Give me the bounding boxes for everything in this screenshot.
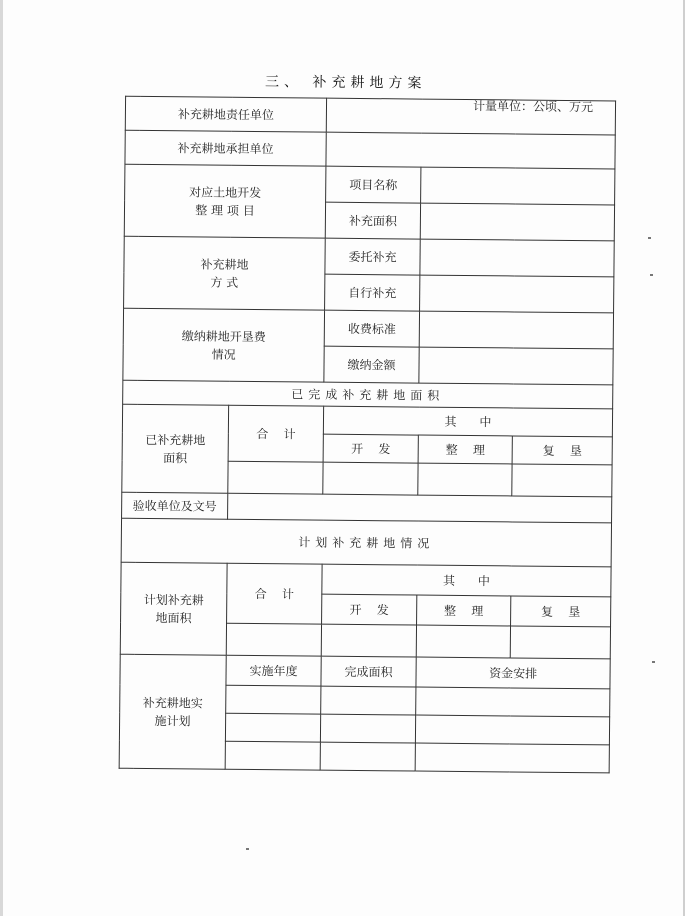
label-self: 自行补充 xyxy=(325,274,420,311)
label-project-name: 项目名称 xyxy=(326,166,421,203)
label-impl-plan xyxy=(119,654,226,769)
value-completed-reclaim[interactable] xyxy=(512,464,612,497)
label-planned-reclaim-text: 复 垦 xyxy=(541,604,581,619)
label-planned-among xyxy=(322,564,611,597)
planned-heading: 计划补充耕地情况 xyxy=(121,518,611,567)
label-completed-develop-text: 开 发 xyxy=(351,441,391,456)
label-fee-standard: 收费标准 xyxy=(324,310,419,347)
value-supplement-area[interactable] xyxy=(420,203,614,241)
label-completed-total-text: 合 计 xyxy=(256,426,296,441)
value-impl-year-3[interactable] xyxy=(225,741,320,770)
label-done-area: 完成面积 xyxy=(321,656,416,687)
label-method-text: 补充耕地方 式 xyxy=(200,256,249,290)
value-funds-2[interactable] xyxy=(415,715,609,745)
value-done-area-2[interactable] xyxy=(320,714,415,743)
value-funds-1[interactable] xyxy=(416,687,610,717)
label-fee-status xyxy=(123,308,325,382)
label-impl-year: 实施年度 xyxy=(226,655,321,686)
label-completed-among xyxy=(323,406,612,437)
value-done-area-1[interactable] xyxy=(321,686,416,715)
value-responsible-unit[interactable] xyxy=(326,98,615,135)
value-entrusted[interactable] xyxy=(420,239,614,277)
label-planned-among-text: 其 中 xyxy=(442,573,491,588)
value-undertaking-unit[interactable] xyxy=(326,132,615,169)
label-planned-area xyxy=(120,562,227,655)
scan-speck xyxy=(650,274,653,276)
label-impl-plan-text: 补充耕地实施计划 xyxy=(142,695,203,728)
label-completed-area xyxy=(122,404,229,493)
scan-speck xyxy=(648,237,651,239)
completed-heading: 已完成补充耕地面积 xyxy=(123,380,613,409)
label-funds: 资金安排 xyxy=(416,657,610,689)
label-fee-amount: 缴纳金额 xyxy=(324,346,419,383)
value-completed-total[interactable] xyxy=(228,461,323,494)
value-project-name[interactable] xyxy=(421,167,615,205)
label-planned-arrange xyxy=(417,595,511,626)
value-impl-year-2[interactable] xyxy=(225,713,320,742)
label-undertaking-unit: 补充耕地承担单位 xyxy=(125,130,326,166)
value-self[interactable] xyxy=(420,275,614,313)
label-entrusted: 委托补充 xyxy=(325,238,420,275)
label-planned-arrange-text: 整 理 xyxy=(444,603,484,618)
label-fee-status-text: 缴纳耕地开垦费情况 xyxy=(181,328,266,362)
unit-note: 计量单位：公顷、万元 xyxy=(472,99,594,115)
label-completed-area-text: 已补充耕地面积 xyxy=(145,432,206,465)
label-dev-project-text: 对应土地开发整 理 项 目 xyxy=(189,184,262,218)
scan-speck xyxy=(652,661,655,663)
value-completed-develop[interactable] xyxy=(323,462,418,495)
value-planned-develop[interactable] xyxy=(321,624,416,657)
label-planned-develop xyxy=(322,594,417,625)
value-funds-3[interactable] xyxy=(415,743,609,773)
value-planned-total[interactable] xyxy=(226,623,321,656)
label-completed-among-text: 其 中 xyxy=(444,414,492,429)
value-impl-year-1[interactable] xyxy=(226,685,321,714)
label-responsible-unit: 补充耕地责任单位 xyxy=(125,96,326,132)
value-planned-arrange[interactable] xyxy=(416,625,510,658)
label-planned-total-text: 合 计 xyxy=(254,586,295,601)
label-completed-total xyxy=(228,405,324,462)
value-fee-amount[interactable] xyxy=(419,347,613,385)
label-completed-develop xyxy=(323,434,418,463)
label-completed-reclaim-text: 复 垦 xyxy=(542,443,582,458)
label-method xyxy=(124,236,326,310)
scan-speck xyxy=(246,848,249,850)
label-planned-area-text: 计划补充耕地面积 xyxy=(143,592,204,625)
label-planned-total xyxy=(227,563,323,624)
label-completed-reclaim xyxy=(512,436,612,465)
label-dev-project xyxy=(124,164,326,238)
value-fee-standard[interactable] xyxy=(419,311,613,349)
label-acceptance: 验收单位及文号 xyxy=(122,492,228,519)
label-completed-arrange xyxy=(418,435,512,464)
value-done-area-3[interactable] xyxy=(320,742,415,771)
label-planned-develop-text: 开 发 xyxy=(349,602,389,617)
value-planned-reclaim[interactable] xyxy=(510,626,610,659)
page-title: 三、 补充耕地方案 xyxy=(264,74,427,92)
label-supplement-area: 补充面积 xyxy=(325,202,420,239)
value-completed-arrange[interactable] xyxy=(418,463,512,496)
label-completed-arrange-text: 整 理 xyxy=(445,442,485,457)
value-acceptance[interactable] xyxy=(228,493,612,523)
supplement-form-table xyxy=(119,96,616,774)
label-planned-reclaim xyxy=(511,596,611,627)
